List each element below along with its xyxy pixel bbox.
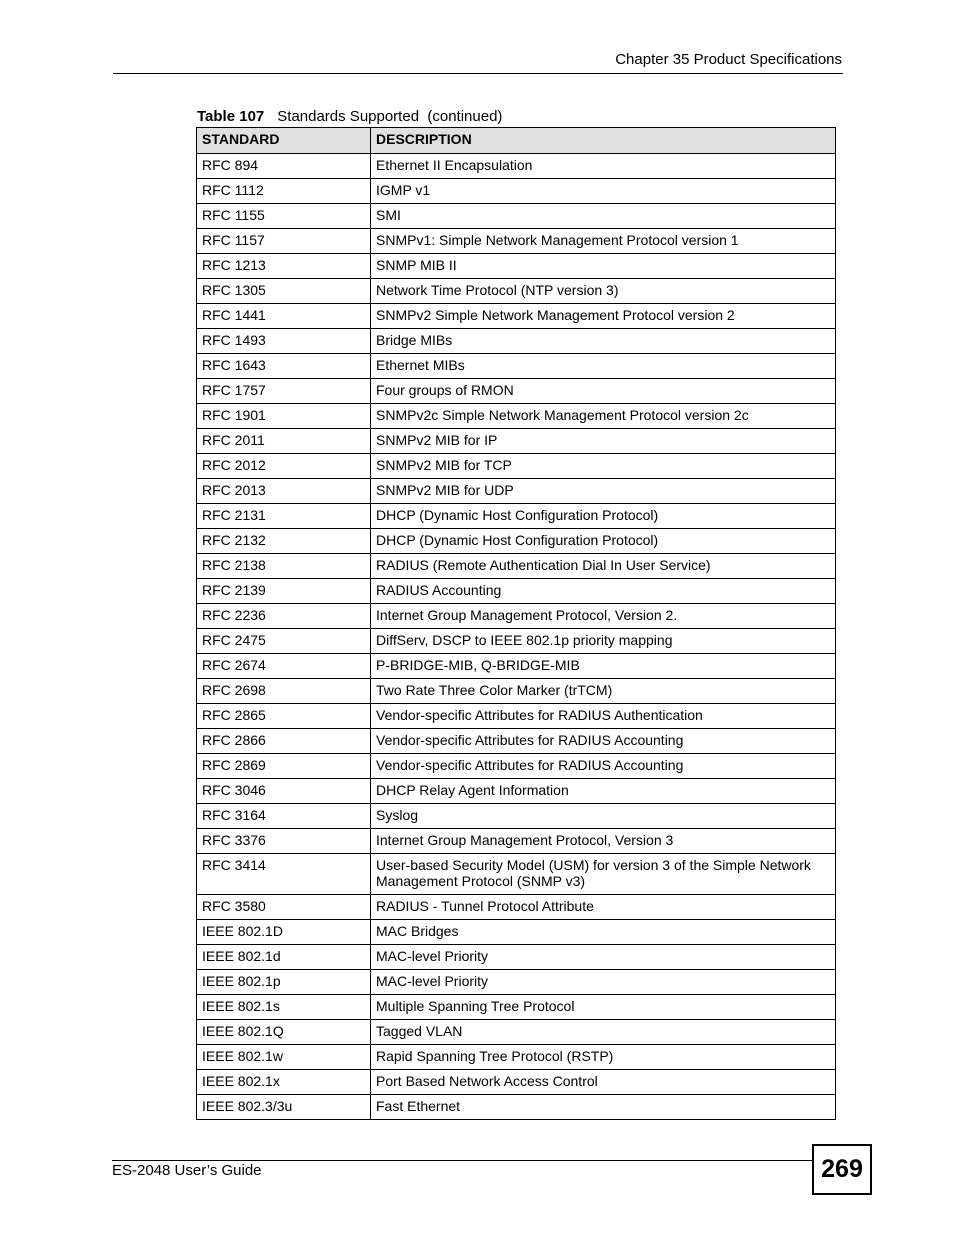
cell-standard: RFC 3580 xyxy=(197,895,371,920)
cell-description: Multiple Spanning Tree Protocol xyxy=(371,995,836,1020)
cell-standard: RFC 2011 xyxy=(197,429,371,454)
cell-standard: RFC 2012 xyxy=(197,454,371,479)
cell-standard: RFC 1901 xyxy=(197,404,371,429)
cell-standard: RFC 3376 xyxy=(197,829,371,854)
table-row xyxy=(197,354,836,379)
cell-description: RADIUS Accounting xyxy=(371,579,836,604)
cell-description: SMI xyxy=(371,204,836,229)
table-row xyxy=(197,704,836,729)
table-row xyxy=(197,604,836,629)
cell-description: SNMPv2c Simple Network Management Protocol version 2c xyxy=(371,404,836,429)
cell-standard: RFC 2865 xyxy=(197,704,371,729)
table-row xyxy=(197,154,836,179)
table-row xyxy=(197,854,836,895)
table-header-row xyxy=(197,128,836,154)
cell-standard: RFC 1493 xyxy=(197,329,371,354)
cell-standard: RFC 2698 xyxy=(197,679,371,704)
table-row xyxy=(197,729,836,754)
table-row xyxy=(197,779,836,804)
table-row xyxy=(197,479,836,504)
cell-standard: RFC 2013 xyxy=(197,479,371,504)
cell-standard: IEEE 802.3/3u xyxy=(197,1095,371,1120)
standards-table xyxy=(196,127,836,1120)
table-row xyxy=(197,179,836,204)
cell-description: Internet Group Management Protocol, Version 3 xyxy=(371,829,836,854)
page-number: 269 xyxy=(812,1144,872,1195)
table-row xyxy=(197,1070,836,1095)
table-row xyxy=(197,204,836,229)
cell-description: Vendor-specific Attributes for RADIUS Accounting xyxy=(371,754,836,779)
table-row xyxy=(197,970,836,995)
cell-standard: RFC 2236 xyxy=(197,604,371,629)
table-row xyxy=(197,804,836,829)
cell-description: Fast Ethernet xyxy=(371,1095,836,1120)
cell-standard: RFC 1112 xyxy=(197,179,371,204)
cell-description: Two Rate Three Color Marker (trTCM) xyxy=(371,679,836,704)
cell-description: Four groups of RMON xyxy=(371,379,836,404)
cell-description: RADIUS - Tunnel Protocol Attribute xyxy=(371,895,836,920)
cell-standard: IEEE 802.1p xyxy=(197,970,371,995)
guide-title: ES-2048 User’s Guide xyxy=(112,1162,262,1179)
cell-description: SNMPv2 Simple Network Management Protocol version 2 xyxy=(371,304,836,329)
cell-standard: IEEE 802.1s xyxy=(197,995,371,1020)
cell-description: MAC-level Priority xyxy=(371,945,836,970)
header-divider xyxy=(113,73,843,74)
cell-standard: RFC 2139 xyxy=(197,579,371,604)
cell-standard: RFC 3164 xyxy=(197,804,371,829)
cell-description: Internet Group Management Protocol, Version 2. xyxy=(371,604,836,629)
cell-description: DHCP (Dynamic Host Configuration Protocol) xyxy=(371,504,836,529)
cell-description: DHCP (Dynamic Host Configuration Protocol) xyxy=(371,529,836,554)
cell-standard: RFC 3414 xyxy=(197,854,371,895)
cell-description: Ethernet II Encapsulation xyxy=(371,154,836,179)
cell-description: Port Based Network Access Control xyxy=(371,1070,836,1095)
cell-description: Vendor-specific Attributes for RADIUS Authentication xyxy=(371,704,836,729)
cell-standard: IEEE 802.1w xyxy=(197,1045,371,1070)
table-row xyxy=(197,679,836,704)
cell-standard: RFC 1305 xyxy=(197,279,371,304)
table-row xyxy=(197,579,836,604)
cell-description: Network Time Protocol (NTP version 3) xyxy=(371,279,836,304)
table-row xyxy=(197,754,836,779)
cell-description: SNMPv2 MIB for IP xyxy=(371,429,836,454)
cell-standard: RFC 1213 xyxy=(197,254,371,279)
cell-description: Rapid Spanning Tree Protocol (RSTP) xyxy=(371,1045,836,1070)
table-row xyxy=(197,379,836,404)
cell-description: SNMPv2 MIB for TCP xyxy=(371,454,836,479)
cell-description: Bridge MIBs xyxy=(371,329,836,354)
cell-standard: RFC 2132 xyxy=(197,529,371,554)
cell-description: Vendor-specific Attributes for RADIUS Accounting xyxy=(371,729,836,754)
cell-description: Syslog xyxy=(371,804,836,829)
cell-standard: IEEE 802.1Q xyxy=(197,1020,371,1045)
table-row xyxy=(197,1045,836,1070)
table-row xyxy=(197,229,836,254)
cell-description: SNMP MIB II xyxy=(371,254,836,279)
cell-standard: RFC 1155 xyxy=(197,204,371,229)
table-row xyxy=(197,554,836,579)
cell-description: MAC-level Priority xyxy=(371,970,836,995)
cell-standard: RFC 2866 xyxy=(197,729,371,754)
table-row xyxy=(197,895,836,920)
table-row xyxy=(197,995,836,1020)
cell-description: Ethernet MIBs xyxy=(371,354,836,379)
table-row xyxy=(197,329,836,354)
table-caption xyxy=(197,108,502,125)
column-header-standard: STANDARD xyxy=(197,128,371,154)
cell-standard: IEEE 802.1D xyxy=(197,920,371,945)
table-row xyxy=(197,1020,836,1045)
table-row xyxy=(197,279,836,304)
cell-description: User-based Security Model (USM) for version 3 of the Simple Network Management Protocol (SNMP v3) xyxy=(371,854,836,895)
table-row xyxy=(197,529,836,554)
table-row xyxy=(197,404,836,429)
table-row xyxy=(197,1095,836,1120)
cell-standard: RFC 1643 xyxy=(197,354,371,379)
table-row xyxy=(197,829,836,854)
cell-description: SNMPv2 MIB for UDP xyxy=(371,479,836,504)
table-row xyxy=(197,429,836,454)
cell-standard: RFC 1757 xyxy=(197,379,371,404)
cell-description: IGMP v1 xyxy=(371,179,836,204)
table-row xyxy=(197,504,836,529)
table-row xyxy=(197,254,836,279)
column-header-description: DESCRIPTION xyxy=(371,128,836,154)
table-body xyxy=(197,154,836,1120)
cell-description: DiffServ, DSCP to IEEE 802.1p priority mapping xyxy=(371,629,836,654)
cell-description: Tagged VLAN xyxy=(371,1020,836,1045)
cell-standard: IEEE 802.1x xyxy=(197,1070,371,1095)
cell-standard: RFC 2475 xyxy=(197,629,371,654)
table-row xyxy=(197,454,836,479)
table-caption-title: Standards Supported (continued) xyxy=(277,108,503,125)
table-caption-label: Table 107 xyxy=(197,108,265,125)
cell-standard: RFC 3046 xyxy=(197,779,371,804)
cell-description: SNMPv1: Simple Network Management Protocol version 1 xyxy=(371,229,836,254)
cell-standard: RFC 2131 xyxy=(197,504,371,529)
table-row xyxy=(197,629,836,654)
cell-standard: RFC 2869 xyxy=(197,754,371,779)
footer-divider xyxy=(112,1160,812,1161)
cell-standard: RFC 1441 xyxy=(197,304,371,329)
cell-standard: IEEE 802.1d xyxy=(197,945,371,970)
table-row xyxy=(197,920,836,945)
cell-description: MAC Bridges xyxy=(371,920,836,945)
cell-description: DHCP Relay Agent Information xyxy=(371,779,836,804)
cell-standard: RFC 2674 xyxy=(197,654,371,679)
table-row xyxy=(197,304,836,329)
cell-description: P-BRIDGE-MIB, Q-BRIDGE-MIB xyxy=(371,654,836,679)
chapter-header: Chapter 35 Product Specifications xyxy=(615,51,842,68)
cell-standard: RFC 2138 xyxy=(197,554,371,579)
cell-description: RADIUS (Remote Authentication Dial In User Service) xyxy=(371,554,836,579)
table-row xyxy=(197,945,836,970)
table-row xyxy=(197,654,836,679)
cell-standard: RFC 894 xyxy=(197,154,371,179)
cell-standard: RFC 1157 xyxy=(197,229,371,254)
